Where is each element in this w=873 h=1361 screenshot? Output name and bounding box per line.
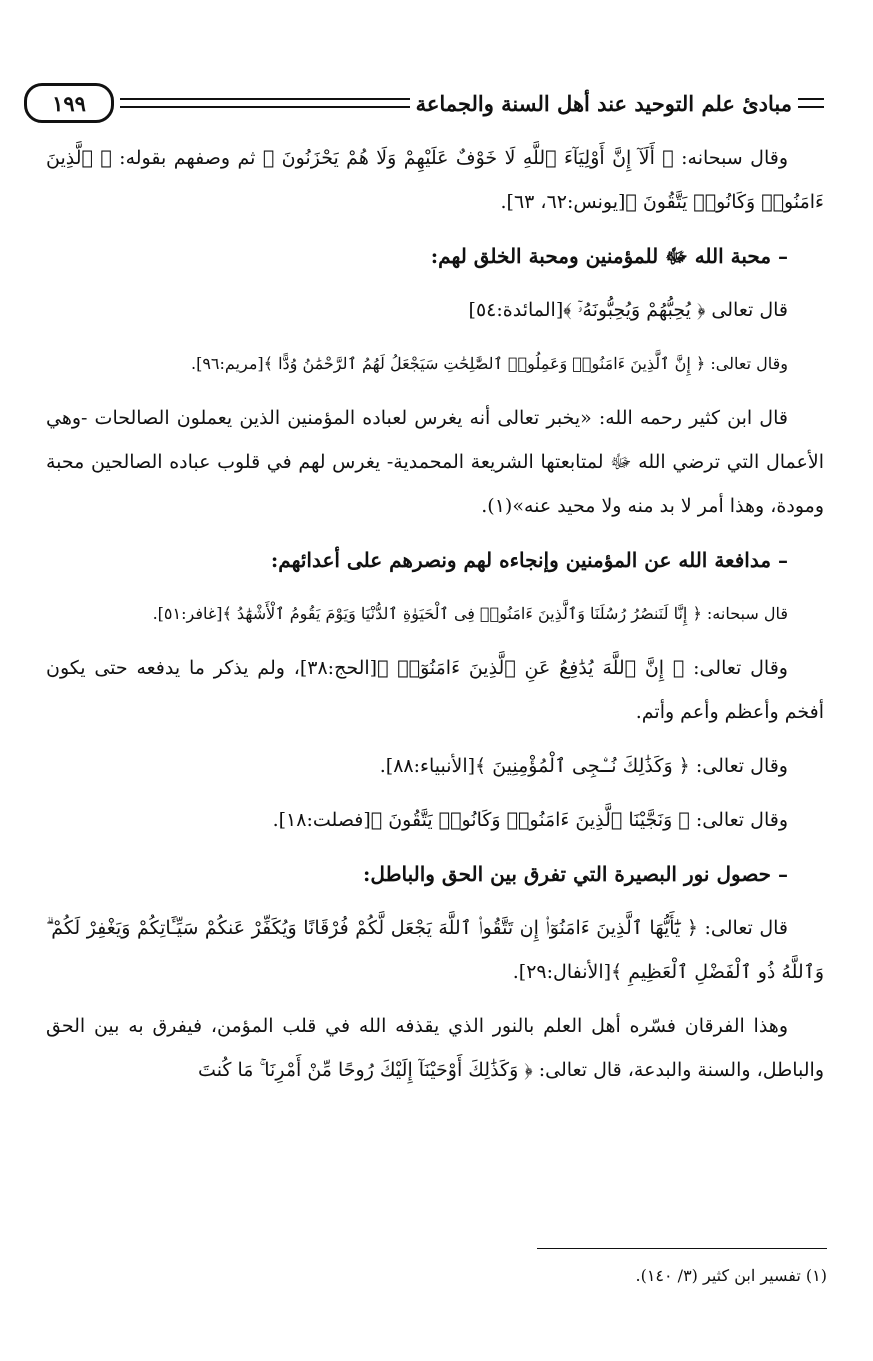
header-title: مبادئ علم التوحيد عند أهل السنة والجماعة [415,90,792,116]
header-rule-long [120,98,410,108]
header-rule-short [798,98,824,108]
section-heading-defense: – مدافعة الله عن المؤمنين وإنجاءه لهم ونصرهم على أعدائهم: [270,548,788,572]
page-number: ١٩٩ [24,83,114,123]
paragraph-verse-maryam: وقال تعالى: ﴿ إِنَّ ٱلَّذِينَ ءَامَنُوا۟ وَعَمِلُوا۟ ٱلصَّٰلِحَٰتِ سَيَجْعَلُ لَهُمُ ٱلرَّحْمَٰنُ وُدًّا ﴾[مريم:٩٦]. [190,354,788,373]
paragraph-verse-yunus: وقال سبحانه: ﴿ أَلَآ إِنَّ أَوْلِيَآءَ ٱللَّهِ لَا خَوْفٌ عَلَيْهِمْ وَلَا هُمْ يَحْزَنُونَ ﴾ ثم وصفهم بقوله: ﴿ ٱلَّذِينَ ءَامَنُوا۟ وَكَانُوا۟ يَتَّقُونَ ﴾[يونس:٦٢، ٦٣]. [46,147,824,213]
paragraph-verse-anfal: قال تعالى: ﴿ يَٰٓأَيُّهَا ٱلَّذِينَ ءَامَنُوٓا۟ إِن تَتَّقُوا۟ ٱللَّهَ يَجْعَل لَّكُمْ فُرْقَانًا وَيُكَفِّرْ عَنكُمْ سَيِّـَٔاتِكُمْ وَيَغْفِرْ لَكُمْ ۗ وَٱللَّهُ ذُو ٱلْفَضْلِ ٱلْعَظِيمِ ﴾[الأنفال:٢٩]. [46,917,824,983]
running-header [24,82,824,124]
paragraph-ibn-kathir: قال ابن كثير رحمه الله: «يخبر تعالى أنه يغرس لعباده المؤمنين الذين يعملون الصالحات -وهي الأعمال التي ترضي الله ﷻ لمتابعتها الشريعة المحمدية- يغرس لهم في قلوب عباده الصالحين محبة ومودة، وهذا أمر لا بد منه ولا محيد عنه»(١). [46,407,824,517]
section-heading-love: – محبة الله ﷻ للمؤمنين ومحبة الخلق لهم: [430,244,788,268]
section-heading-furqan: – حصول نور البصيرة التي تفرق بين الحق والباطل: [363,862,788,886]
paragraph-verse-maidah: قال تعالى ﴿ يُحِبُّهُمْ وَيُحِبُّونَهُۥٓ ﴾[المائدة:٥٤] [468,299,788,321]
footnote-divider [537,1248,827,1249]
paragraph-verse-fussilat: وقال تعالى: ﴿ وَنَجَّيْنَا ٱلَّذِينَ ءَامَنُوا۟ وَكَانُوا۟ يَتَّقُونَ ﴾[فصلت:١٨]. [272,809,788,831]
footnote: (١) تفسير ابن كثير (٣/ ١٤٠). [635,1266,827,1285]
page-body [46,136,824,1102]
paragraph-verse-hajj: وقال تعالى: ﴿ إِنَّ ٱللَّهَ يُدَٰفِعُ عَنِ ٱلَّذِينَ ءَامَنُوٓا۟ ﴾[الحج:٣٨]، ولم يذكر ما يدفعه حتى يكون أفخم وأعظم وأعم وأتم. [46,657,824,723]
paragraph-furqan-explanation: وهذا الفرقان فسّره أهل العلم بالنور الذي يقذفه الله في قلب المؤمن، فيفرق به بين الحق والباطل، والسنة والبدعة، قال تعالى: ﴿ وَكَذَٰلِكَ أَوْحَيْنَآ إِلَيْكَ رُوحًا مِّنْ أَمْرِنَا ۚ مَا كُنتَ [46,1015,824,1081]
paragraph-verse-ghafir: قال سبحانه: ﴿ إِنَّا لَنَنصُرُ رُسُلَنَا وَٱلَّذِينَ ءَامَنُوا۟ فِى ٱلْحَيَوٰةِ ٱلدُّنْيَا وَيَوْمَ يَقُومُ ٱلْأَشْهَٰدُ ﴾[غافر:٥١]. [152,604,788,623]
paragraph-verse-anbiya: وقال تعالى: ﴿ وَكَذَٰلِكَ نُـۨجِى ٱلْمُؤْمِنِينَ ﴾[الأنبياء:٨٨]. [379,755,788,777]
